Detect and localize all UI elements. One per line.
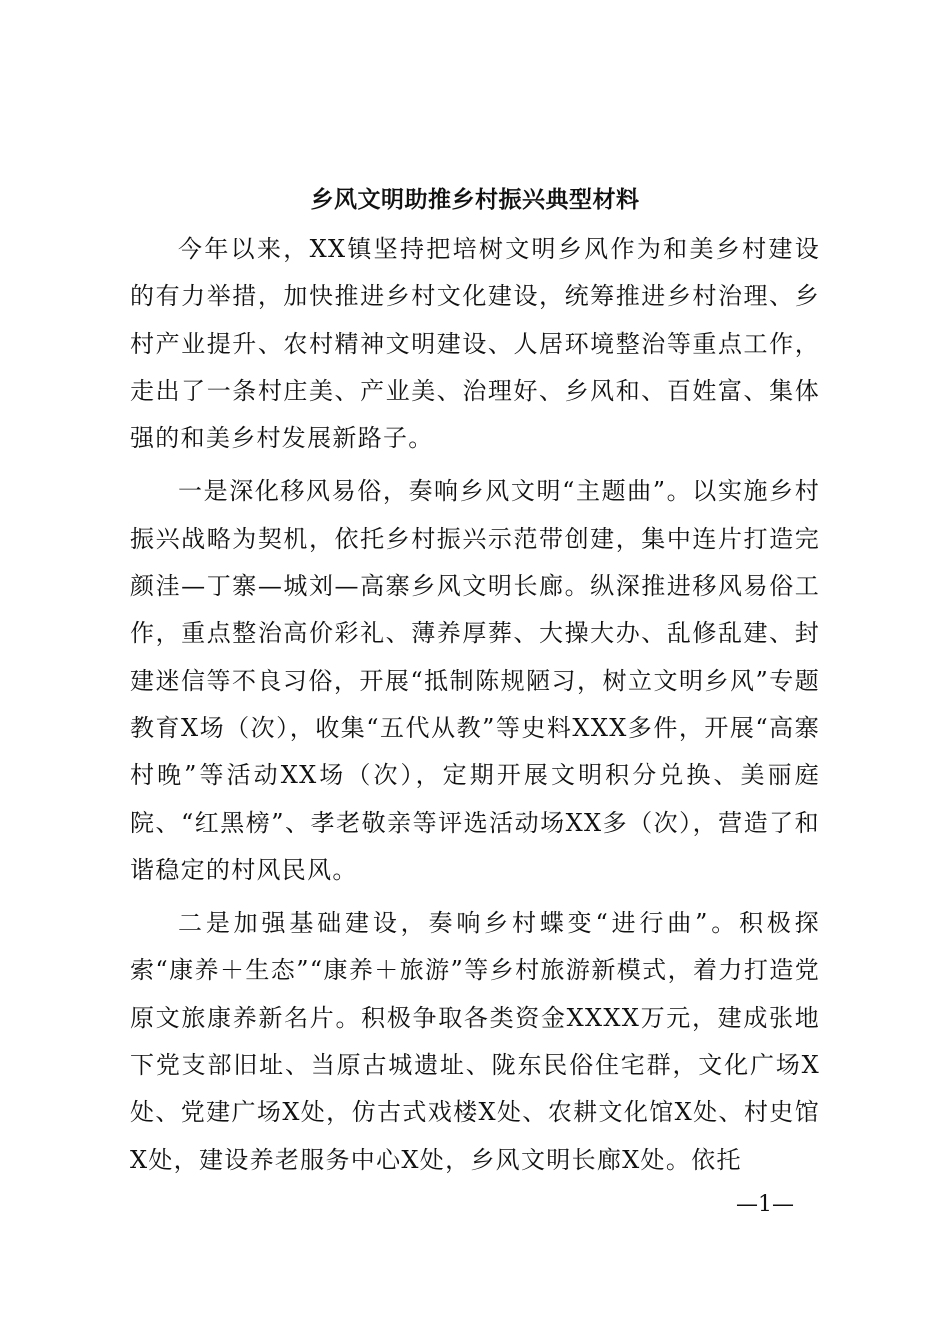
paragraph-intro: 今年以来，XX镇坚持把培树文明乡风作为和美乡村建设的有力举措，加快推进乡村文化建设，统筹推进乡村治理、乡村产业提升、农村精神文明建设、人居环境整治等重点工作，走出了一条村庄美、产业美、治理好、乡风和、百姓富、集体强的和美乡村发展新路子。 xyxy=(130,235,820,453)
paragraph-customs-reform: 一是深化移风易俗，奏响乡风文明“主题曲”。以实施乡村振兴战略为契机，依托乡村振兴示范带创建，集中连片打造完颜洼—丁寨—城刘—高寨乡风文明长廊。纵深推进移风易俗工作，重点整治高价彩礼、薄养厚葬、大操大办、乱修乱建、封建迷信等不良习俗，开展“抵制陈规陋习，树立文明乡风”专题教育X场（次），收集“五代从教”等史料XXX多件，开展“高寨村晚”等活动XX场（次），定期开展文明积分兑换、美丽庭院、“红黑榜”、孝老敬亲等评选活动场XX多（次），营造了和谐稳定的村风民风。 xyxy=(130,477,820,884)
page-number: —1— xyxy=(736,1192,794,1217)
document-title: 乡风文明助推乡村振兴典型材料 xyxy=(310,187,640,213)
document-body xyxy=(130,226,820,1190)
paragraph-infrastructure: 二是加强基础建设，奏响乡村蝶变“进行曲”。积极探索“康养＋生态”“康养＋旅游”等乡村旅游新模式，着力打造党原文旅康养新名片。积极争取各类资金XXXX万元，建成张地下党支部旧址、当原古城遗址、陇东民俗住宅群，文化广场X处、党建广场X处，仿古式戏楼X处、农耕文化馆X处、村史馆X处，建设养老服务中心X处，乡风文明长廊X处。依托 xyxy=(130,909,820,1174)
